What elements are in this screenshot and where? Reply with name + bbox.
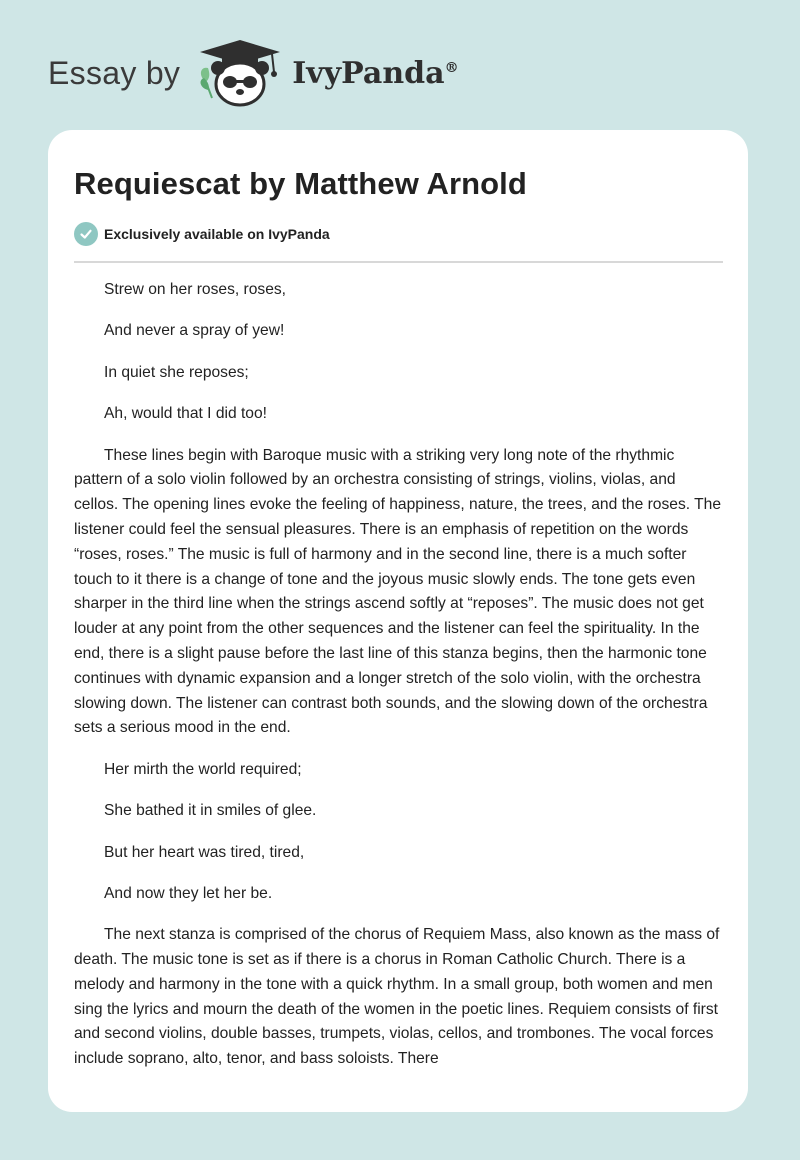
body-paragraph: The next stanza is comprised of the chorus of Requiem Mass, also known as the mass of death. The music tone is set as if there is a chorus in Roman Catholic Church. There is a melody and harmony in the tone with a quick rhythm. In a small group, both women and men sing the lyrics and mourn the death of the women in the poetic lines. Requiem consists of first and second violins, double basses, trumpets, violas, cellos, and trombones. The vocal forces include soprano, alto, tenor, and bass soloists. There	[74, 926, 720, 1068]
poem-line: Ah, would that I did too!	[104, 405, 267, 423]
brand-label: IvyPanda	[292, 55, 445, 91]
page-title: Requiescat by Matthew Arnold	[74, 166, 527, 201]
essay-body	[74, 278, 724, 1089]
site-header	[48, 38, 508, 108]
poem-line: She bathed it in smiles of glee.	[104, 802, 317, 820]
exclusive-badge	[74, 222, 330, 246]
poem-line: In quiet she reposes;	[104, 363, 249, 381]
poem-line: And never a spray of yew!	[104, 322, 285, 340]
check-icon	[74, 222, 98, 246]
essay-by-label: Essay by	[48, 54, 181, 91]
poem-line: Strew on her roses, roses,	[104, 281, 287, 298]
poem-line: But her heart was tired, tired,	[104, 843, 305, 861]
trademark: ®	[444, 59, 459, 76]
poem-line: Her mirth the world required;	[104, 760, 302, 778]
poem-line: And now they let her be.	[104, 884, 273, 902]
badge-text: Exclusively available on IvyPanda	[104, 226, 330, 242]
body-paragraph: These lines begin with Baroque music with a striking very long note of the rhythmic pattern of a solo violin followed by an orchestra consisting of strings, violins, violas, and cellos. The opening lines evoke the feeling of happiness, nature, the trees, and the roses. The listener could feel the sensual pleasures. There is an emphasis of repetition on the words “roses, roses.” The music is full of harmony and in the second line, there is a much softer touch to it there is a change of tone and the joyous music slowly ends. The tone gets even sharper in the third line when the strings ascend softly at “reposes”. The music does not get louder at any point from the other sequences and the listener can feel the spirituality. In the end, there is a slight pause before the last line of this stanza begins, then the harmonic tone continues with dynamic expansion and a longer stretch of the solo violin, with the orchestra slowing down. The listener can contrast both sounds, and the slowing down of the orchestra sets a serious mood in the end.	[74, 446, 721, 737]
brand-name[interactable]	[292, 56, 458, 91]
panda-graduation-cap-icon[interactable]	[196, 38, 284, 108]
essay-card	[48, 130, 748, 1112]
divider	[74, 261, 723, 263]
